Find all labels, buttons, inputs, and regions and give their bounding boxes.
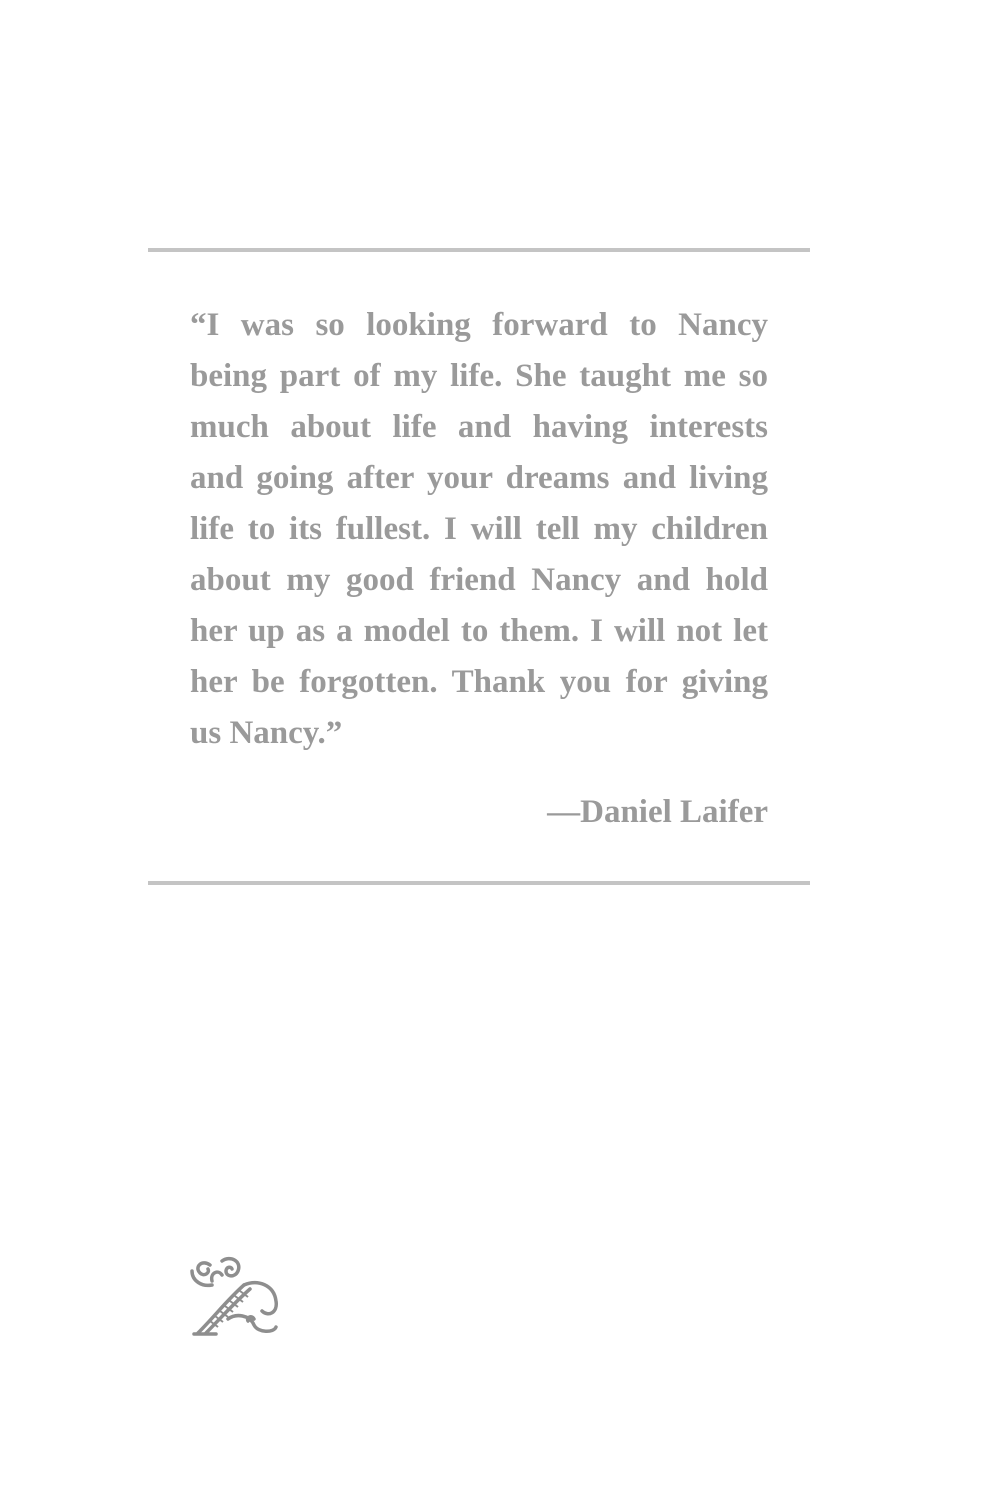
top-divider <box>148 248 810 252</box>
bottom-divider <box>148 881 810 885</box>
floral-ornament-icon <box>188 1255 280 1337</box>
quote-attribution: —Daniel Laifer <box>547 794 768 830</box>
quote-line: “I was so looking forward to Nancy <box>190 307 768 343</box>
testimonial-quote <box>190 300 768 759</box>
quote-line: her up as a model to them. I will not let <box>190 613 768 649</box>
quote-line: her be forgotten. Thank you for giving <box>190 664 768 700</box>
quote-line: much about life and having interests <box>190 409 768 445</box>
quote-line: being part of my life. She taught me so <box>190 358 768 394</box>
quote-line: and going after your dreams and living <box>190 460 768 496</box>
quote-line: us Nancy.” <box>190 715 343 751</box>
quote-line: about my good friend Nancy and hold <box>190 562 768 598</box>
quote-line: life to its fullest. I will tell my children <box>190 511 768 547</box>
